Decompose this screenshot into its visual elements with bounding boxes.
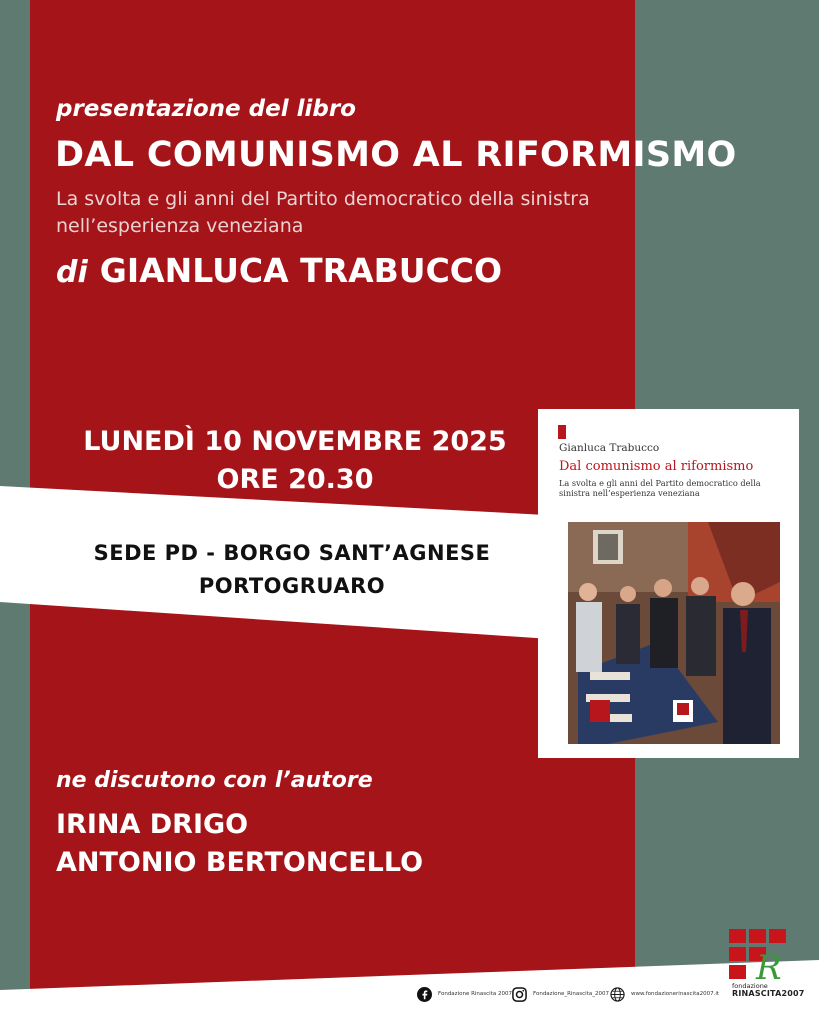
logo-line1: fondazione [732,982,768,990]
speaker-name: IRINA DRIGO [56,809,249,840]
website-label: www.fondazionerinascita2007.it [631,991,720,997]
speaker-name: ANTONIO BERTONCELLO [56,847,424,878]
author-line [56,251,502,290]
website-link[interactable] [610,985,719,1003]
cover-subtitle: La svolta e gli anni del Partito democratico della sinistra nell’esperienza veneziana [559,478,761,498]
rinascita-logo [729,929,791,983]
discuss-label: ne discutono con l’autore [56,768,373,793]
publisher-badge-left [590,700,610,722]
speakers-list [56,806,423,882]
venue [52,537,532,603]
instagram-label: Fondazione_Rinascita_2007 [533,991,609,997]
cover-photo [568,522,780,744]
book-title: DAL COMUNISMO AL RIFORMISMO [55,135,737,175]
svg-text:R: R [756,948,782,983]
kicker-text: presentazione del libro [56,96,356,122]
facebook-icon [417,987,432,1002]
globe-icon [610,987,625,1002]
instagram-icon [512,987,527,1002]
event-date: LUNEDÌ 10 NOVEMBRE 2025 [83,426,507,457]
logo-wordmark [732,983,805,998]
logo-line2: RINASCITA2007 [732,989,805,998]
instagram-link[interactable] [512,985,609,1003]
cover-marker [558,425,566,439]
cover-author: Gianluca Trabucco [559,442,660,454]
author-name: GIANLUCA TRABUCCO [99,251,503,290]
book-cover [538,409,799,758]
book-subtitle: La svolta e gli anni del Partito democratico della sinistra nell’esperienza veneziana [56,188,590,237]
author-prefix: di [56,255,88,290]
facebook-label: Fondazione Rinascita 2007 [438,991,512,997]
event-time: ORE 20.30 [216,464,374,495]
venue-city: PORTOGRUARO [198,574,386,598]
venue-place: SEDE PD - BORGO SANT’AGNESE [93,541,491,565]
date-time [60,423,530,499]
cover-title: Dal comunismo al riformismo [559,459,754,474]
facebook-link[interactable] [417,985,512,1003]
